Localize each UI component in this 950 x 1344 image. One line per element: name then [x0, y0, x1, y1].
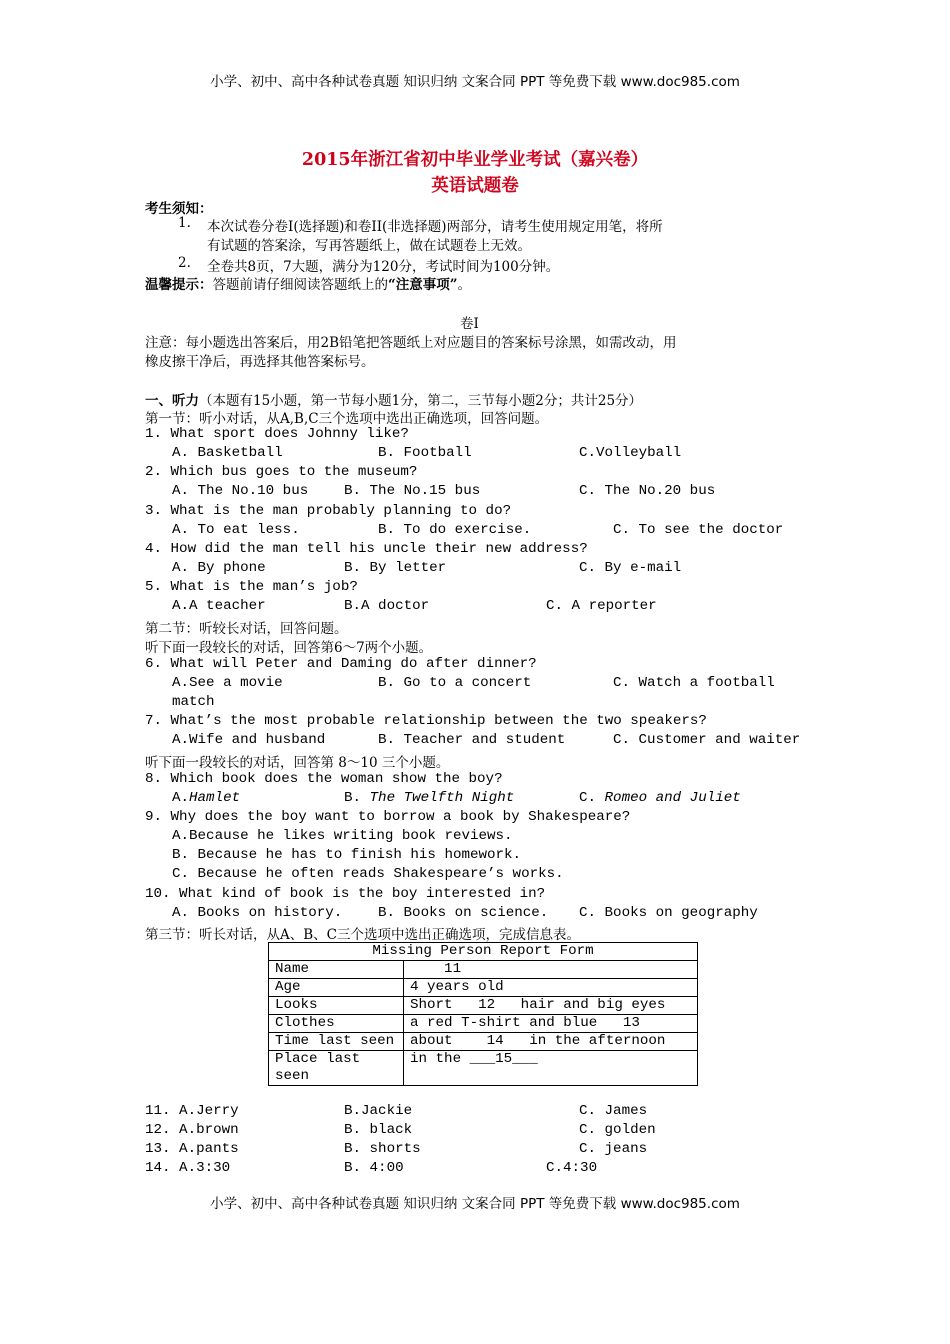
form-caption: Missing Person Report Form	[269, 943, 698, 961]
form-value: about 14 in the afternoon	[404, 1033, 698, 1051]
notice-item-1-number: 1.	[178, 215, 191, 231]
attention-line-1: 注意：每小题选出答案后，用2B铅笔把答题纸上对应题目的答案标号涂黑，如需改动，用	[145, 335, 677, 351]
question-8-option-b	[344, 790, 514, 806]
question-1-option-a: A. Basketball	[172, 445, 283, 461]
question-1-stem: 1. What sport does Johnny like?	[145, 426, 409, 442]
form-label: Name	[269, 961, 404, 979]
question-2-option-a: A. The No.10 bus	[172, 483, 309, 499]
form-row-age	[269, 979, 698, 997]
question-9-stem: 9. Why does the boy want to borrow a book by Shakespeare?	[145, 809, 631, 825]
question-4-option-b: B. By letter	[344, 560, 447, 576]
question-8-option-c	[579, 790, 741, 806]
part-2-intro-2: 听下面一段较长的对话，回答第 8～10 三个小题。	[145, 755, 450, 771]
warm-tip-text: 答题前请仔细阅读答题纸上的	[212, 277, 388, 293]
question-3-option-b: B. To do exercise.	[378, 522, 532, 538]
part-1-instruction: 第一节：听小对话，从A,B,C三个选项中选出正确选项，回答问题。	[145, 411, 549, 427]
question-8-stem: 8. Which book does the woman show the boy?	[145, 771, 503, 787]
question-11-option-b: B.Jackie	[344, 1103, 413, 1119]
section-1-heading	[145, 389, 642, 409]
question-4-stem: 4. How did the man tell his uncle their new address?	[145, 541, 588, 557]
question-12-option-b: B. black	[344, 1122, 413, 1138]
question-6-option-b: B. Go to a concert	[378, 675, 532, 691]
question-4-option-a: A. By phone	[172, 560, 266, 576]
question-14-option-a: 14. A.3:30	[145, 1160, 231, 1176]
notice-item-1-line-2: 有试题的答案涂，写再答题纸上，做在试题卷上无效。	[207, 238, 531, 254]
question-8-option-a-title: Hamlet	[189, 790, 241, 806]
warm-tip-emphasis: “注意事项”	[388, 277, 458, 293]
question-9-option-b: B. Because he has to finish his homework.	[172, 847, 522, 863]
question-8-option-c-letter: C.	[579, 790, 605, 806]
part-2-intro-1: 听下面一段较长的对话，回答第6～7两个小题。	[145, 640, 433, 656]
question-13-option-c: C. jeans	[579, 1141, 648, 1157]
form-row-time	[269, 1033, 698, 1051]
question-8-option-a-letter: A.	[172, 790, 190, 806]
warm-tip-end: 。	[457, 277, 472, 293]
notice-item-2: 全卷共8页，7大题，满分为120分，考试时间为100分钟。	[207, 259, 560, 275]
form-label: Looks	[269, 997, 404, 1015]
question-6-option-c-continued: match	[172, 694, 215, 710]
question-9-option-c: C. Because he often reads Shakespeare’s works.	[172, 866, 564, 882]
question-5-stem: 5. What is the man’s job?	[145, 579, 358, 595]
question-8-option-a	[172, 790, 240, 806]
exam-title: 2015年浙江省初中毕业学业考试（嘉兴卷）	[301, 150, 649, 170]
question-3-option-c: C. To see the doctor	[613, 522, 784, 538]
question-6-option-a: A.See a movie	[172, 675, 283, 691]
notice-item-1-line-1: 本次试卷分卷I(选择题)和卷II(非选择题)两部分，请考生使用规定用笔，将所	[207, 219, 663, 235]
question-7-option-a: A.Wife and husband	[172, 732, 326, 748]
form-row-place	[269, 1051, 698, 1086]
notice-heading: 考生须知：	[145, 201, 213, 217]
question-14-option-b: B. 4:00	[344, 1160, 404, 1176]
part-2-instruction: 第二节：听较长对话，回答问题。	[145, 621, 348, 637]
part-3-instruction: 第三节：听长对话，从A、B、C三个选项中选出正确选项，完成信息表。	[145, 927, 580, 943]
warm-tip	[145, 273, 471, 293]
question-11-option-a: 11. A.Jerry	[145, 1103, 239, 1119]
form-row-name	[269, 961, 698, 979]
question-10-option-a: A. Books on history.	[172, 905, 343, 921]
page-header: 小学、初中、高中各种试卷真题 知识归纳 文案合同 PPT 等免费下载 www.doc985.com	[210, 74, 740, 90]
form-label: Place last seen	[269, 1051, 404, 1086]
question-1-option-b: B. Football	[378, 445, 472, 461]
form-row-clothes	[269, 1015, 698, 1033]
warm-tip-label: 温馨提示：	[145, 277, 213, 293]
volume-label: 卷I	[460, 316, 479, 332]
question-5-option-c: C. A reporter	[546, 598, 657, 614]
question-9-option-a: A.Because he likes writing book reviews.	[172, 828, 513, 844]
question-7-stem: 7. What’s the most probable relationship between the two speakers?	[145, 713, 707, 729]
question-8-option-b-letter: B.	[344, 790, 370, 806]
question-7-option-b: B. Teacher and student	[378, 732, 566, 748]
question-7-option-c: C. Customer and waiter	[613, 732, 801, 748]
question-14-option-c: C.4:30	[546, 1160, 598, 1176]
form-label: Time last seen	[269, 1033, 404, 1051]
form-row-looks	[269, 997, 698, 1015]
notice-item-2-number: 2.	[178, 255, 191, 271]
form-label: Clothes	[269, 1015, 404, 1033]
exam-subtitle: 英语试题卷	[431, 176, 519, 196]
question-11-option-c: C. James	[579, 1103, 648, 1119]
question-10-option-b: B. Books on science.	[378, 905, 549, 921]
question-10-option-c: C. Books on geography	[579, 905, 758, 921]
form-value: in the ___15___	[404, 1051, 698, 1086]
question-1-option-c: C.Volleyball	[579, 445, 682, 461]
question-8-option-c-title: Romeo and Juliet	[604, 790, 741, 806]
question-6-option-c: C. Watch a football	[613, 675, 775, 691]
question-3-option-a: A. To eat less.	[172, 522, 300, 538]
question-5-option-b: B.A doctor	[344, 598, 430, 614]
page-footer: 小学、初中、高中各种试卷真题 知识归纳 文案合同 PPT 等免费下载 www.doc985.com	[210, 1196, 740, 1212]
form-value: Short 12 hair and big eyes	[404, 997, 698, 1015]
form-label: Age	[269, 979, 404, 997]
section-1-title: 一、听力	[145, 393, 199, 409]
question-8-option-b-title: The Twelfth Night	[369, 790, 515, 806]
form-caption-row	[269, 943, 698, 961]
question-3-stem: 3. What is the man probably planning to do?	[145, 503, 512, 519]
section-1-detail: （本题有15小题，第一节每小题1分，第二，三节每小题2分；共计25分）	[199, 393, 643, 409]
question-2-stem: 2. Which bus goes to the museum?	[145, 464, 418, 480]
missing-person-form	[268, 942, 698, 1086]
form-value: 11	[404, 961, 698, 979]
question-4-option-c: C. By e-mail	[579, 560, 682, 576]
question-6-stem: 6. What will Peter and Daming do after dinner?	[145, 656, 537, 672]
question-12-option-c: C. golden	[579, 1122, 656, 1138]
question-13-option-a: 13. A.pants	[145, 1141, 239, 1157]
question-5-option-a: A.A teacher	[172, 598, 266, 614]
question-10-stem: 10. What kind of book is the boy interested in?	[145, 886, 546, 902]
question-13-option-b: B. shorts	[344, 1141, 421, 1157]
question-2-option-c: C. The No.20 bus	[579, 483, 716, 499]
form-value: 4 years old	[404, 979, 698, 997]
question-2-option-b: B. The No.15 bus	[344, 483, 481, 499]
form-value: a red T-shirt and blue 13	[404, 1015, 698, 1033]
question-12-option-a: 12. A.brown	[145, 1122, 239, 1138]
attention-line-2: 橡皮擦干净后，再选择其他答案标号。	[145, 354, 375, 370]
